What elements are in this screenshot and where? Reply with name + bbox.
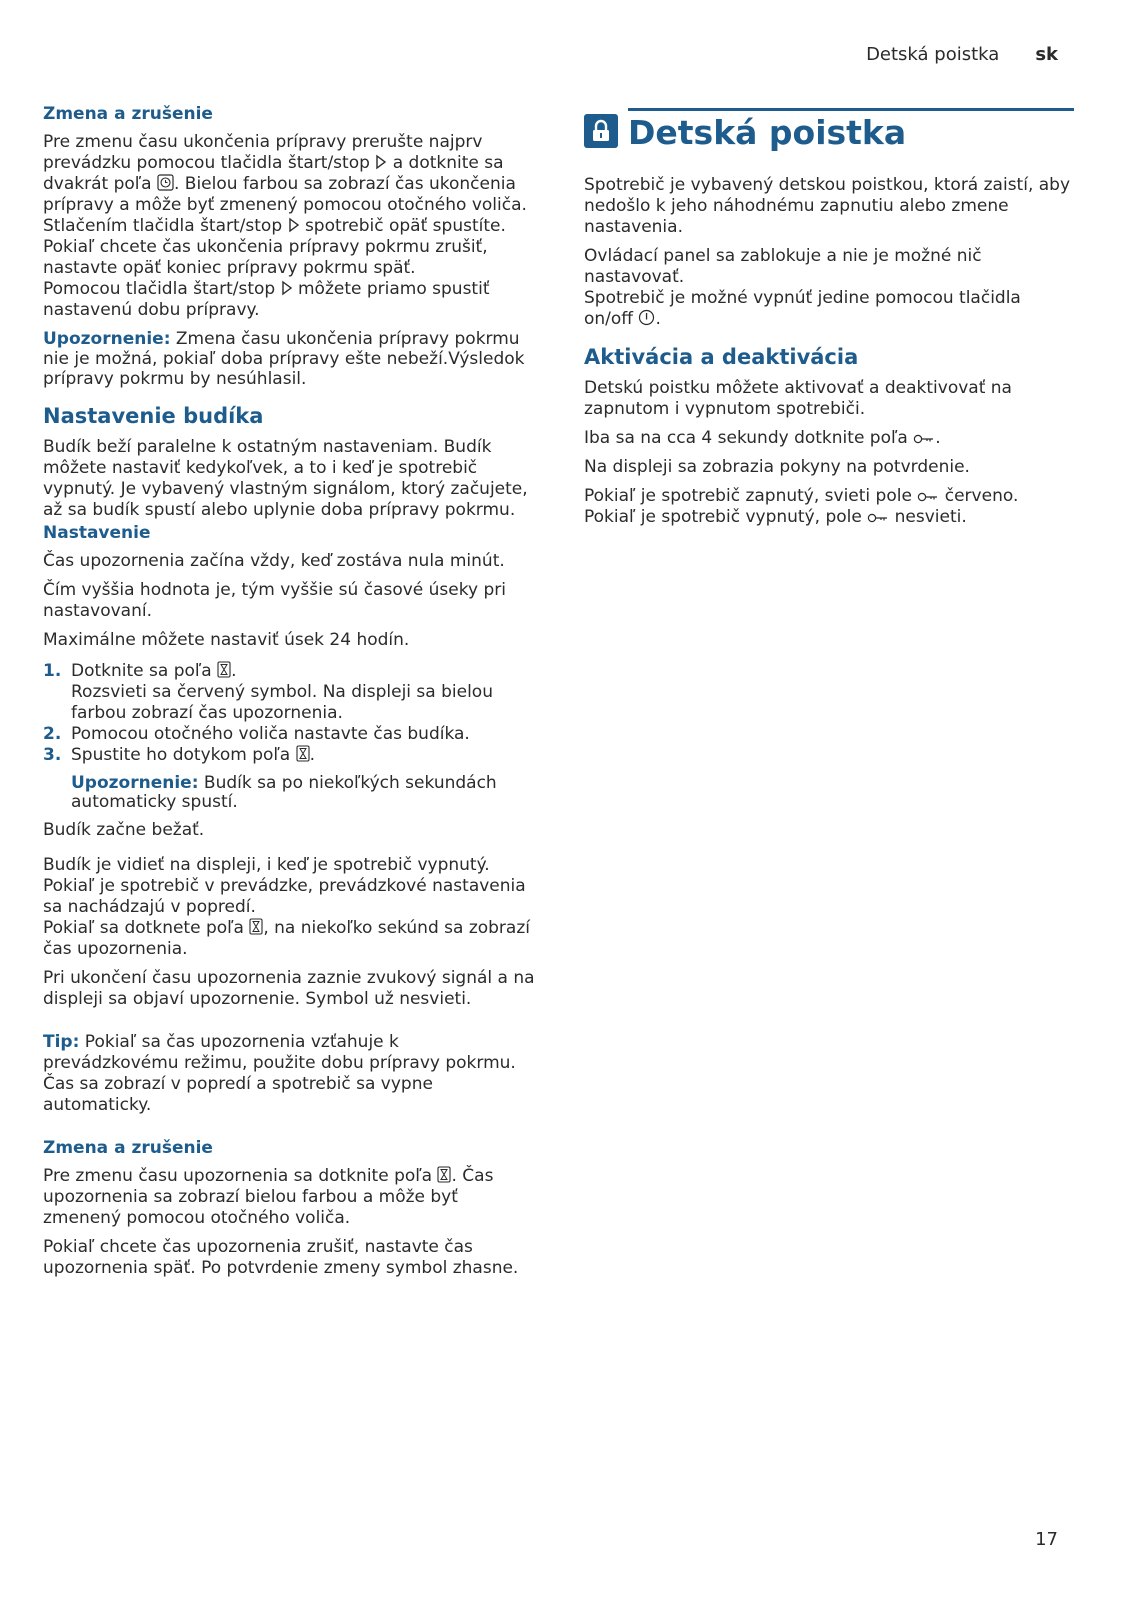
left-column — [43, 104, 538, 1287]
header-section-title: Detská poistka — [866, 44, 1000, 65]
right-column — [584, 104, 1074, 536]
section-title-row — [584, 108, 1074, 153]
change-paragraph: Pre zmenu času ukončenia prípravy prerušte najprv prevádzku pomocou tlačidla štart/stop a dotknite sa dvakrát poľa . Bielou farbou sa zobrazí čas ukončenia prípravy a môže byť zmenený pomocou otočného voliča. Stlačením tlačidla štart/stop spotrebič opäť spustíte. — [43, 132, 527, 236]
header-language-code: sk — [1035, 44, 1058, 65]
note-label: Upozornenie: — [43, 329, 171, 349]
change2-paragraph-1: Pre zmenu času upozornenia sa dotknite poľa . Čas upozornenia sa zobrazí bielou farbou a môže byť zmenený pomocou otočného voliča. — [43, 1166, 494, 1228]
change-heading: Zmena a zrušenie — [43, 104, 213, 124]
hourglass-icon — [249, 918, 263, 935]
step-note: Upozornenie: Budík sa po niekoľkých sekundách automaticky spustí. — [71, 773, 497, 812]
setting-heading: Nastavenie — [43, 523, 151, 543]
activation-paragraph-3: Na displeji sa zobrazia pokyny na potvrdenie. — [584, 457, 970, 477]
intro-paragraph-2: Ovládací panel sa zablokuje a nie je možné nič nastavovať. — [584, 246, 982, 287]
step-item: 3. Spustite ho dotykom poľa . — [43, 745, 316, 765]
running-header — [866, 44, 1058, 65]
key-icon — [867, 512, 889, 524]
activation-heading: Aktivácia a deaktivácia — [584, 345, 859, 369]
key-icon — [913, 433, 935, 445]
alarm-heading: Nastavenie budíka — [43, 404, 264, 428]
end-paragraph: Pri ukončení času upozornenia zaznie zvukový signál a na displeji sa objaví upozornenie. Symbol už nesvieti. — [43, 968, 535, 1009]
activation-paragraph-1: Detskú poistku môžete aktivovať a deaktivovať na zapnutom i vypnutom spotrebiči. — [584, 378, 1012, 419]
step-item: 1. Dotknite sa poľa . Rozsvieti sa červený symbol. Na displeji sa bielou farbou zobrazí čas upozornenia. — [43, 661, 493, 723]
clock-field-icon — [157, 174, 174, 191]
play-icon — [375, 154, 387, 170]
hourglass-icon — [217, 661, 231, 678]
visible-paragraph-2: Pokiaľ sa dotknete poľa , na niekoľko sekúnd sa zobrazí čas upozornenia. — [43, 918, 530, 959]
change2-heading: Zmena a zrušenie — [43, 1138, 213, 1158]
cancel-paragraph: Pokiaľ chcete čas ukončenia prípravy pokrmu zrušiť, nastavte opäť koniec prípravy pokrmu späť. — [43, 237, 488, 278]
tip-label: Tip: — [43, 1032, 80, 1052]
alarm-paragraph: Budík beží paralelne k ostatným nastaveniam. Budík môžete nastaviť kedykoľvek, a to i keď je spotrebič vypnutý. Je vybavený vlastným signálom, ktorý začujete, až sa budík spustí alebo uplynie doba prípravy pokrmu. — [43, 437, 528, 520]
setting-paragraph-3: Maximálne môžete nastaviť úsek 24 hodín. — [43, 630, 410, 650]
hourglass-icon — [296, 745, 310, 762]
activation-paragraph-4: Pokiaľ je spotrebič zapnutý, svieti pole červeno. Pokiaľ je spotrebič vypnutý, pole nesvieti. — [584, 486, 1019, 527]
section-title: Detská poistka — [628, 108, 1074, 153]
setting-paragraph-2: Čím vyššia hodnota je, tým vyššie sú časové úseky pri nastavovaní. — [43, 580, 506, 621]
play-icon — [288, 217, 300, 233]
activation-paragraph-2: Iba sa na cca 4 sekundy dotknite poľa . — [584, 428, 941, 448]
intro-paragraph-1: Spotrebič je vybavený detskou poistkou, ktorá zaistí, aby nedošlo k jeho náhodnému zapnutiu alebo zmene nastavenia. — [584, 175, 1071, 237]
change2-paragraph-2: Pokiaľ chcete čas upozornenia zrušiť, nastavte čas upozornenia späť. Po potvrdenie zmeny symbol zhasne. — [43, 1237, 519, 1278]
visible-paragraph-1: Budík je vidieť na displeji, i keď je spotrebič vypnutý. Pokiaľ je spotrebič v prevádzke, prevádzkové nastavenia sa nachádzajú v popredí. — [43, 855, 526, 917]
intro-paragraph-3: Spotrebič je možné vypnúť jedine pomocou tlačidla on/off . — [584, 288, 1021, 329]
step-item: 2. Pomocou otočného voliča nastavte čas budíka. — [43, 724, 470, 744]
lock-icon — [584, 114, 618, 148]
running-paragraph: Budík začne bežať. — [43, 820, 205, 840]
steps-list — [43, 661, 538, 812]
page-number: 17 — [1035, 1529, 1058, 1550]
setting-paragraph-1: Čas upozornenia začína vždy, keď zostáva nula minút. — [43, 551, 505, 571]
start-paragraph: Pomocou tlačidla štart/stop môžete priamo spustiť nastavenú dobu prípravy. — [43, 279, 490, 320]
key-icon — [917, 491, 939, 503]
hourglass-icon — [437, 1166, 451, 1183]
play-icon — [281, 280, 293, 296]
tip-paragraph: Tip: Pokiaľ sa čas upozornenia vzťahuje k prevádzkovému režimu, použite dobu prípravy pokrmu. Čas sa zobrazí v popredí a spotrebič sa vypne automaticky. — [43, 1032, 516, 1115]
power-icon — [638, 309, 655, 326]
note-paragraph: Upozornenie: Zmena času ukončenia prípravy pokrmu nie je možná, pokiaľ doba prípravy ešte nebeží.Výsledok prípravy pokrmu by nesúhlasil. — [43, 329, 525, 389]
